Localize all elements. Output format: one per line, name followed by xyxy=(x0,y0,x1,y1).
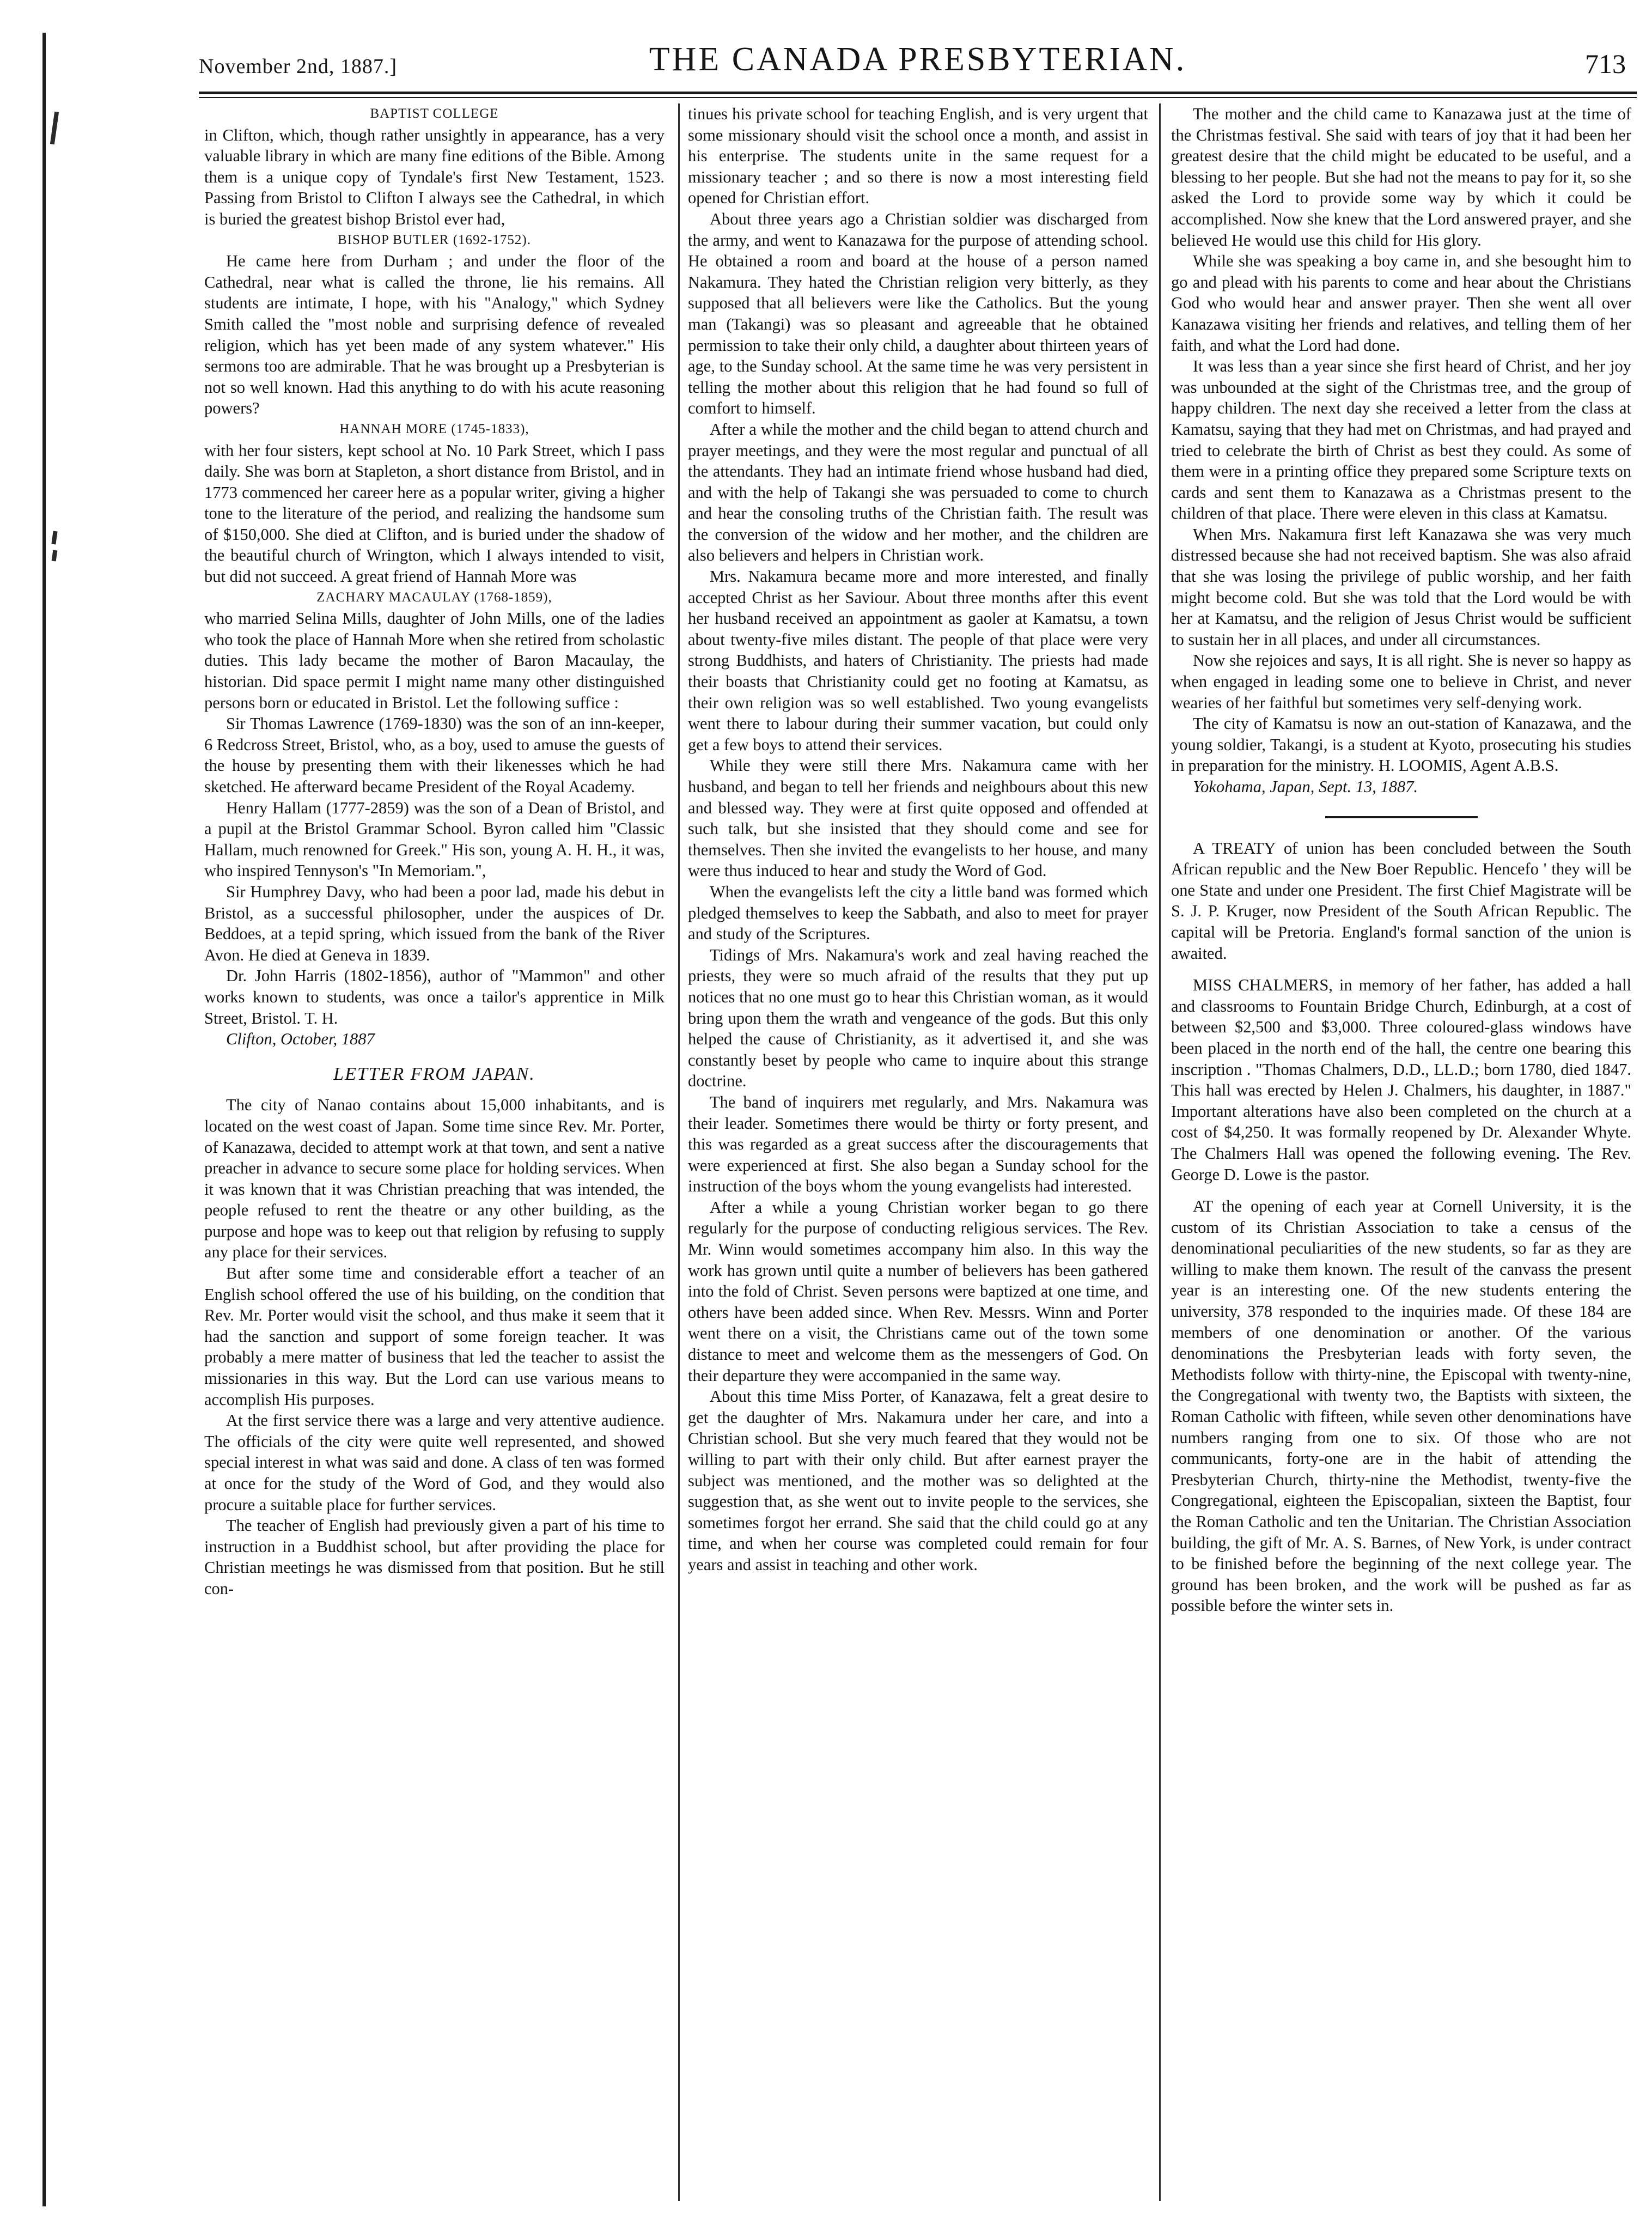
paragraph: Mrs. Nakamura became more and more interested, and finally accepted Christ as her Saviour. About three months after this event her husband received an appointment as gaoler at Kamatsu, a town about twenty-five miles distant. The people of that place were very strong Buddhists, and haters of Christianity. The priests had made their boasts that Christianity could get no footing at Kamatsu, as their own religion was so well established. Two young evangelists went there to labour during their summer vacation, but could only get a few boys to attend their services. xyxy=(688,567,1148,754)
section-separator xyxy=(1325,816,1478,818)
paragraph: Now she rejoices and says, It is all right. She is never so happy as when engaged in leading some one to believe in Christ, and never wearies of her faithful but sometimes very self-denying work. xyxy=(1171,651,1631,712)
paragraph: Henry Hallam (1777-2859) was the son of a Dean of Bristol, and a pupil at the Bristol Grammar School. Byron called him "Classic Hallam, much renowned for Greek." His son, young A. H. H., it was, who inspired Tennyson's "In Memoriam.", xyxy=(204,798,665,880)
column-divider xyxy=(678,104,680,2201)
paragraph: He came here from Durham ; and under the floor of the Cathedral, near what is called the throne, lie his remains. All students are intimate, I hope, with his "Analogy," which Sydney Smith called the "most noble and surprising defence of revealed religion, which has yet been made of any system whatever." His sermons too are admirable. That he was brought up a Presbyterian is not so well known. Had this anything to do with his acute reasoning powers? xyxy=(204,252,665,418)
paragraph: The city of Nanao contains about 15,000 inhabitants, and is located on the west coast of Japan. Some time since Rev. Mr. Porter, of Kanazawa, decided to attempt work at that town, and sent a native preacher in advance to secure some place for holding services. When it was known that it was Christian preaching that was intended, the people refused to rent the theatre or any other building, as the purpose and hope was to keep out that religion by refusing to supply any place for their services. xyxy=(204,1096,665,1262)
paragraph: The teacher of English had previously given a part of his time to instruction in a Buddhist school, but after providing the place for Christian meetings he was dismissed from that position. But he still con- xyxy=(204,1516,665,1598)
header-rule xyxy=(199,92,1637,94)
paragraph: MISS CHALMERS, in memory of her father, has added a hall and classrooms to Fountain Bridge Church, Edinburgh, at a cost of between $2,500 and $3,000. Three coloured-glass windows have been placed in the north end of the hall, the centre one bearing this inscription . "Thomas Chalmers, D.D., LL.D.; born 1780, died 1847. This hall was erected by Helen J. Chalmers, his daughter, in 1887." Important alterations have also been completed on the church at a cost of $4,250. It was formally reopened by Dr. Alexander Whyte. The Chalmers Hall was opened the following evening. The Rev. George D. Lowe is the pastor. xyxy=(1171,976,1631,1184)
paragraph: who married Selina Mills, daughter of John Mills, one of the ladies who took the place of Hannah More when she retired from scholastic duties. This lady became the mother of Baron Macaulay, the historian. Did space permit I might name many other distinguished persons born or educated in Bristol. Let the following suffice : xyxy=(204,609,665,712)
margin-mark xyxy=(51,531,57,545)
column-divider xyxy=(1159,104,1161,2201)
issue-date: November 2nd, 1887.] xyxy=(199,55,398,78)
paragraph: The city of Kamatsu is now an out-station of Kanazawa, and the young soldier, Takangi, is a student at Kyoto, prosecuting his studies in preparation for the ministry. H. LOOMIS, Agent A.B.S. xyxy=(1171,714,1631,775)
paragraph: While they were still there Mrs. Nakamura came with her husband, and began to tell her friends and neighbours about this new and blessed way. They were at first quite opposed and offended at such talk, but she insisted that they should come and see for themselves. Then she invited the evangelists to her house, and many were thus induced to hear and study the Word of God. xyxy=(688,756,1148,880)
paragraph: About this time Miss Porter, of Kanazawa, felt a great desire to get the daughter of Mrs. Nakamura under her care, and into a Christian school. But she very much feared that they would not be willing to part with their only child. But after earnest prayer the subject was mentioned, and the mother was so delighted at the suggestion that, as she went out to invite people to the services, she sometimes forgot her errand. She said that the child could go at any time, and when her course was completed could remain for four years and assist in teaching and other work. xyxy=(688,1387,1148,1574)
paragraph: After a while a young Christian worker began to go there regularly for the purpose of conducting religious services. The Rev. Mr. Winn would sometimes accompany him also. In this way the work has grown until quite a number of believers has been gathered into the fold of Christ. Seven persons were baptized at one time, and others have been added since. When Rev. Messrs. Winn and Porter went there on a visit, the Christians came out of the town some distance to meet and welcome them as the messengers of God. On their departure they were accompanied in the same way. xyxy=(688,1197,1148,1385)
paragraph: A TREATY of union has been concluded between the South African republic and the New Boer Republic. Hencefo ' they will be one State and under one President. The first Chief Magistrate will be S. J. P. Kruger, now President of the South African Republic. The capital will be Pretoria. England's formal sanction of the union is awaited. xyxy=(1171,838,1631,963)
margin-mark xyxy=(52,550,58,562)
section-heading: BAPTIST COLLEGE xyxy=(370,106,499,121)
paragraph: Sir Thomas Lawrence (1769-1830) was the son of an inn-keeper, 6 Redcross Street, Bristol, who, as a boy, used to amuse the guests of the house by presenting them with their likenesses which he had sketched. He afterward became President of the Royal Academy. xyxy=(204,714,665,796)
left-margin-rule xyxy=(42,33,46,2206)
column-3 xyxy=(1171,104,1631,1616)
margin-mark xyxy=(50,112,59,145)
paragraph: It was less than a year since she first heard of Christ, and her joy was unbounded at the sight of the Christmas tree, and the group of happy children. The next day she received a letter from the class at Kamatsu, saying that they had met on Christmas, and had prayed and tried to celebrate the birth of Christ as best they could. As some of them were in a printing office they prepared some Scripture texts on cards and sent them to Kanazawa as a Christmas present to the children of that place. There were eleven in this class at Kamatsu. xyxy=(1171,357,1631,523)
paragraph: Dr. John Harris (1802-1856), author of "Mammon" and other works known to students, was once a tailor's apprentice in Milk Street, Bristol. T. H. xyxy=(204,966,665,1027)
paragraph: While she was speaking a boy came in, and she besought him to go and plead with his parents to come and hear about the Christians God who would hear and answer prayer. Then she went all over Kanazawa visiting her friends and relatives, and telling them of her faith, and what the Lord had done. xyxy=(1171,252,1631,355)
page-number: 713 xyxy=(1585,48,1626,79)
section-heading: HANNAH MORE (1745-1833), xyxy=(339,421,529,436)
paragraph: At the first service there was a large and very attentive audience. The officials of the city were quite well represented, and showed special interest in what was said and done. A class of ten was formed at once for the study of the Word of God, and they would also procure a suitable place for further services. xyxy=(204,1411,665,1514)
paragraph: The mother and the child came to Kanazawa just at the time of the Christmas festival. She said with tears of joy that it had been her greatest desire that the child might be educated to be useful, and a blessing to her people. But she had not the means to pay for it, so she asked the Lord to provide some way by which it could be accomplished. Now she knew that the Lord answered prayer, and she believed He would use this child for His glory. xyxy=(1171,105,1631,250)
paragraph: The band of inquirers met regularly, and Mrs. Nakamura was their leader. Sometimes there would be thirty or forty present, and this was regarded as a great success after the discouragements that were experienced at first. She also began a Sunday school for the instruction of the boys whom the young evangelists had interested. xyxy=(688,1092,1148,1196)
paragraph: AT the opening of each year at Cornell University, it is the custom of its Christian Association to take a census of the denominational peculiarities of the new students, so far as they are willing to make them known. The result of the canvass the present year is an interesting one. Of the new students entering the university, 378 responded to the inquiries made. Of these 184 are members of one denomination or another. Of the various denominations the Presbyterian leads with forty seven, the Methodists follow with thirty-nine, the Episcopal with twenty-nine, the Congregational with twenty two, the Baptists with sixteen, the Roman Catholic with fifteen, while seven other denominations have numbers ranging from one to six. Of those who are not communicants, forty-one are in the habit of attending the Presbyterian Church, thirty-nine the Methodist, twenty-five the Congregational, eighteen the Episcopalian, sixteen the Baptist, four the Roman Catholic and ten the Unitarian. The Christian Association building, the gift of Mr. A. S. Barnes, of New York, is under contract to be finished before the beginning of the next college year. The ground has been broken, and the work will be pushed as far as possible before the winter sets in. xyxy=(1171,1197,1631,1615)
column-2 xyxy=(688,104,1148,1576)
dateline: Yokohama, Japan, Sept. 13, 1887. xyxy=(1193,777,1418,796)
header-rule xyxy=(199,97,1637,98)
paragraph: But after some time and considerable effort a teacher of an English school offered the use of his building, on the condition that Rev. Mr. Porter would visit the school, and thus make it seem that it had the sanction and support of some foreign teacher. It was probably a mere matter of business that led the teacher to assist the missionaries in this way. But the Lord can use various means to accomplish His purposes. xyxy=(204,1264,665,1409)
dateline: Clifton, October, 1887 xyxy=(226,1030,375,1049)
paragraph: Sir Humphrey Davy, who had been a poor lad, made his debut in Bristol, as a successful philosopher, under the auspices of Dr. Beddoes, at a tepid spring, which issued from the bank of the River Avon. He died at Geneva in 1839. xyxy=(204,882,665,964)
paragraph: Tidings of Mrs. Nakamura's work and zeal having reached the priests, they were so much afraid of the results that they put up notices that no one must go to hear this Christian woman, as it would bring upon them the wrath and vengeance of the gods. But this only helped the cause of Christianity, as it advertised it, and she was constantly beset by people who came to inquire about this strange doctrine. xyxy=(688,945,1148,1091)
newspaper-title: THE CANADA PRESBYTERIAN. xyxy=(649,41,1187,78)
paragraph: About three years ago a Christian soldier was discharged from the army, and went to Kanazawa for the purpose of attending school. He obtained a room and board at the house of a person named Nakamura. They hated the Christian religion very bitterly, as they supposed that all believers were like the Catholics. But the young man (Takangi) was so pleasant and agreeable that he obtained permission to take their only child, a daughter about thirteen years of age, to the Sunday school. At the same time he was very persistent in telling the mother about this religion that he had found so full of comfort to himself. xyxy=(688,209,1148,418)
paragraph: with her four sisters, kept school at No. 10 Park Street, which I pass daily. She was born at Stapleton, a short distance from Bristol, and in 1773 commenced her career here as a popular writer, giving a higher tone to the literature of the period, and realizing the handsome sum of $150,000. She died at Clifton, and is buried under the shadow of the beautiful church of Wrington, which I always intended to visit, but did not succeed. A great friend of Hannah More was xyxy=(204,441,665,586)
column-1 xyxy=(204,104,665,1600)
paragraph: When Mrs. Nakamura first left Kanazawa she was very much distressed because she had not received baptism. She was also afraid that she was losing the privilege of public worship, and her faith might become cold. But she was told that the Lord would be with her at Kamatsu, and the religion of Jesus Christ would be sufficient to sustain her in all places, and under all circumstances. xyxy=(1171,525,1631,649)
section-heading: ZACHARY MACAULAY (1768-1859), xyxy=(316,589,552,605)
paragraph: in Clifton, which, though rather unsightly in appearance, has a very valuable library in which are many fine editions of the Bible. Among them is a unique copy of Tyndale's first New Testament, 1523. Passing from Bristol to Clifton I always see the Cathedral, in which is buried the greatest bishop Bristol ever had, xyxy=(204,125,665,228)
article-title: LETTER FROM JAPAN. xyxy=(333,1063,535,1084)
paragraph: After a while the mother and the child began to attend church and prayer meetings, and they were the most regular and punctual of all the attendants. They had an intimate friend whose husband had died, and with the help of Takangi she was persuaded to come to church and hear the consoling truths of the Christian faith. The result was the conversion of the widow and her mother, and the children are also believers and helpers in Christian work. xyxy=(688,419,1148,565)
paragraph: When the evangelists left the city a little band was formed which pledged themselves to keep the Sabbath, and also to meet for prayer and study of the Scriptures. xyxy=(688,882,1148,944)
paragraph: tinues his private school for teaching English, and is very urgent that some missionary should visit the school once a month, and assist in his enterprise. The students unite in the same request for a missionary teacher ; and so there is now a most interesting field opened for Christian effort. xyxy=(688,105,1148,208)
section-heading: BISHOP BUTLER (1692-1752). xyxy=(338,232,531,247)
page-header xyxy=(199,40,1637,84)
